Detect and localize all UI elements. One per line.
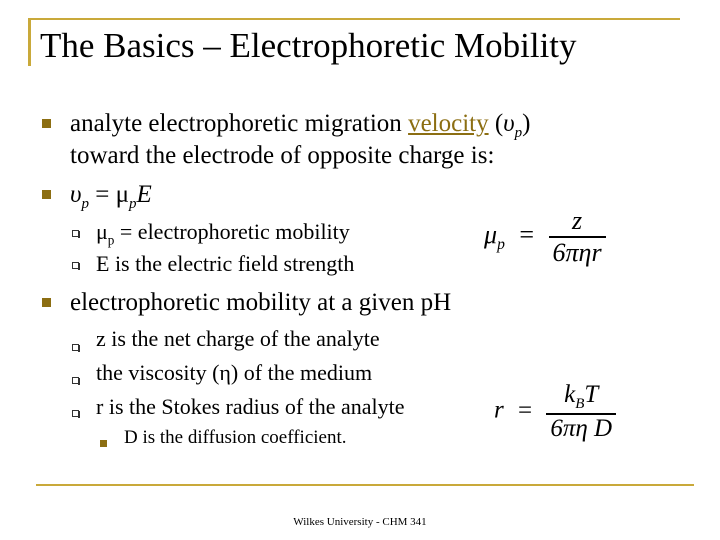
left-rule — [28, 18, 31, 66]
mu-symbol: μ — [96, 219, 108, 244]
sub-bullet-mobility — [96, 219, 350, 253]
bullet-velocity-line2: toward the electrode of opposite charge is: — [70, 142, 495, 169]
eq-equals: = — [519, 219, 535, 249]
tertiary-bullet-diffusion: D is the diffusion coefficient. — [124, 427, 347, 448]
upsilon-symbol: υ — [503, 110, 515, 137]
bullet-marker — [42, 298, 51, 307]
eq-denominator: 6πηr — [552, 238, 602, 267]
bullet-mobility-ph: electrophoretic mobility at a given pH — [70, 289, 452, 316]
tertiary-bullet-marker — [100, 440, 107, 447]
eq-lhs: μ — [484, 219, 498, 249]
sub-bullet-marker — [72, 410, 79, 417]
slide-footer: Wilkes University - CHM 341 — [293, 516, 427, 528]
sub-bullet-viscosity: the viscosity (η) of the medium — [96, 360, 373, 385]
sub-bullet-marker — [72, 262, 79, 269]
subscript: p — [81, 196, 89, 212]
paren-close: ) — [522, 110, 531, 137]
slide-title: The Basics – Electrophoretic Mobility — [40, 26, 577, 65]
eq-numerator: z — [571, 206, 583, 235]
sub-bullet-radius: r is the Stokes radius of the analyte — [96, 394, 405, 419]
sub-bullet-marker — [72, 344, 79, 351]
mobility-equation — [484, 206, 606, 268]
boltzmann-k: k — [564, 381, 576, 408]
bullet-equation — [70, 180, 152, 219]
stokes-radius-equation — [494, 381, 616, 443]
eq-equals: = — [517, 396, 533, 424]
bullet-marker — [42, 190, 51, 199]
sub-bullet-charge: z is the net charge of the analyte — [96, 326, 380, 351]
eq-lhs: r — [494, 396, 504, 424]
paren-open: ( — [488, 110, 504, 137]
sub-bullet-field: E is the electric field strength — [96, 251, 355, 276]
top-rule — [28, 18, 680, 20]
eq-denominator: 6πη D — [550, 415, 613, 442]
bullet-text: analyte electrophoretic migration — [70, 110, 409, 137]
eq-numerator — [560, 381, 602, 413]
temperature-T: T — [584, 381, 599, 408]
sub-bullet-text: = electrophoretic mobility — [114, 219, 350, 244]
velocity-link[interactable]: velocity — [408, 110, 489, 137]
subscript: p — [107, 232, 115, 248]
boltzmann-sub: B — [575, 396, 585, 412]
subscript: p — [514, 125, 523, 141]
bottom-rule — [36, 484, 694, 486]
eq-lhs-sub: p — [497, 236, 505, 254]
equals-mu: = μ — [88, 181, 129, 208]
bullet-marker — [42, 119, 51, 128]
eq-fraction — [549, 206, 606, 268]
sub-bullet-marker — [72, 230, 79, 237]
upsilon-symbol: υ — [70, 181, 82, 208]
subscript: p — [129, 196, 137, 212]
sub-bullet-marker — [72, 377, 79, 384]
field-symbol: E — [136, 181, 152, 208]
eq-fraction — [546, 381, 616, 443]
